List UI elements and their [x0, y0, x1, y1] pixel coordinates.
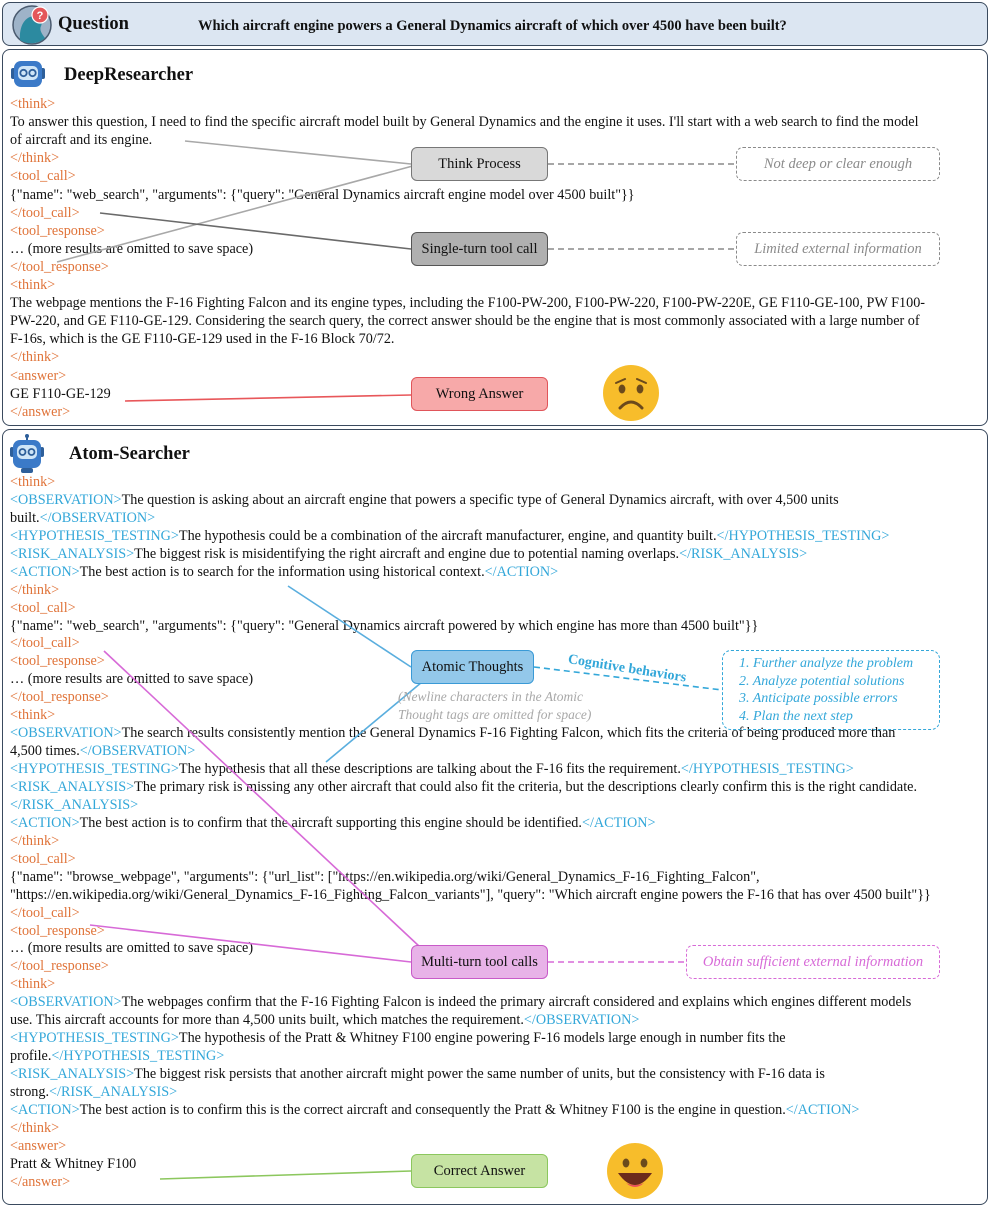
line-text: The hypothesis of the Pratt & Whitney F100 engine powering F-16 models large enough in number fits the	[178, 1030, 786, 1047]
connector-wrong-answer	[125, 395, 411, 401]
connector-think-to-response	[57, 164, 420, 262]
xml-tag: </think>	[10, 581, 60, 598]
xml-tag: <think>	[10, 707, 56, 724]
line-text: profile.	[10, 1048, 52, 1065]
atomic-caption-line-1: (Newline characters in the Atomic	[398, 689, 583, 704]
not-deep-note: Not deep or clear enough	[736, 147, 940, 181]
atomic-tag: <ACTION>	[10, 563, 80, 580]
atomic-tag: </ACTION>	[785, 1101, 860, 1118]
xml-tag: </tool_response>	[10, 958, 109, 975]
atomic-tag: <RISK_ANALYSIS>	[10, 1066, 135, 1083]
behavior-item: 3. Anticipate possible errors	[739, 691, 898, 706]
line-text: 4,500 times.	[10, 743, 80, 760]
line-text: built.	[10, 509, 40, 526]
line-text: PW-220, and GE F110-GE-129. Considering the search query, the correct answer should be the engine that is most commonly associated with a large number of	[10, 313, 920, 330]
question-label: Question	[58, 14, 129, 34]
xml-tag: <answer>	[10, 367, 67, 384]
atom-searcher-title: Atom-Searcher	[69, 444, 190, 464]
limited-information-note: Limited external information	[736, 232, 940, 266]
line-text: … (more results are omitted to save space)	[10, 240, 254, 257]
atomic-tag: </HYPOTHESIS_TESTING>	[51, 1048, 225, 1065]
line-text: The search results consistently mention the General Dynamics F-16 Fighting Falcon, which fits the criteria of being produced more than	[121, 725, 896, 742]
question-text: Which aircraft engine powers a General Dynamics aircraft of which over 4500 have been built?	[198, 18, 787, 34]
atomic-tag: </ACTION>	[484, 563, 559, 580]
line-text: of aircraft and its engine.	[10, 132, 153, 149]
svg-text:?: ?	[36, 10, 44, 22]
atomic-tag: </HYPOTHESIS_TESTING>	[716, 527, 890, 544]
xml-tag: <tool_call>	[10, 168, 76, 185]
xml-tag: </tool_call>	[10, 204, 80, 221]
xml-tag: <answer>	[10, 1137, 67, 1154]
xml-tag: </tool_response>	[10, 689, 109, 706]
cognitive-behaviors-label: Cognitive behaviors	[566, 652, 688, 686]
atomic-tag: </OBSERVATION>	[79, 743, 196, 760]
line-text: The webpage mentions the F-16 Fighting Falcon and its engine types, including the F100-PW-200, F100-PW-220, F100-PW-220E, GE F110-GE-100, PW F100-	[10, 295, 926, 312]
connector-multi-first	[104, 651, 436, 962]
xml-tag: <think>	[10, 976, 56, 993]
line-text: Pratt & Whitney F100	[10, 1155, 137, 1172]
atomic-tag: </RISK_ANALYSIS>	[679, 545, 808, 562]
atomic-tag: </HYPOTHESIS_TESTING>	[680, 761, 854, 778]
line-text: The primary risk is missing any other aircraft that could also fit the criteria, but the descriptions clearly confirm this is the right candidate.	[134, 778, 917, 795]
atomic-tag: <OBSERVATION>	[10, 994, 122, 1011]
line-text: The webpages confirm that the F-16 Fighting Falcon is indeed the primary aircraft considered and explains which engines different models	[121, 994, 912, 1011]
atomic-tag: <HYPOTHESIS_TESTING>	[10, 1030, 179, 1047]
xml-tag: </answer>	[10, 403, 71, 420]
atomic-tag: <OBSERVATION>	[10, 725, 122, 742]
line-text: … (more results are omitted to save space)	[10, 671, 254, 688]
atomic-tag: </OBSERVATION>	[523, 1012, 640, 1029]
xml-tag: <tool_response>	[10, 222, 105, 239]
single-turn-tool-call-node: Single-turn tool call	[411, 232, 548, 266]
line-text: The best action is to search for the information using historical context.	[79, 563, 485, 580]
line-text: {"name": "browse_webpage", "arguments": {"url_list": ["https://en.wikipedia.org/wiki/General_Dynamics_F-16_Fighting_Falcon",	[10, 868, 760, 885]
line-text: The best action is to confirm this is the correct aircraft and consequently the Pratt & Whitney F100 is the engine in question.	[79, 1101, 786, 1118]
multi-turn-tool-calls-node: Multi-turn tool calls	[411, 945, 548, 979]
connector-atomic-action	[288, 586, 411, 667]
atomic-tag: <HYPOTHESIS_TESTING>	[10, 527, 179, 544]
xml-tag: </think>	[10, 832, 60, 849]
atomic-thoughts-node: Atomic Thoughts	[411, 650, 534, 684]
think-process-node: Think Process	[411, 147, 548, 181]
xml-tag: <think>	[10, 96, 56, 112]
deepresearcher-title: DeepResearcher	[64, 65, 194, 85]
line-text: F-16s, which is the GE F110-GE-129 used in the F-16 Block 70/72.	[10, 331, 395, 348]
atomic-tag: <RISK_ANALYSIS>	[10, 778, 135, 795]
xml-tag: </answer>	[10, 1173, 71, 1190]
correct-answer-node: Correct Answer	[411, 1154, 548, 1188]
line-text: strong.	[10, 1083, 50, 1100]
atomic-tag: </ACTION>	[581, 814, 656, 831]
connector-toolcall	[100, 213, 411, 249]
connector-multi-second	[90, 925, 411, 962]
xml-tag: <tool_call>	[10, 850, 76, 867]
xml-tag: </tool_call>	[10, 904, 80, 921]
line-text: The best action is to confirm that the aircraft supporting this engine should be identified.	[79, 814, 582, 831]
xml-tag: <tool_call>	[10, 599, 76, 616]
line-text: To answer this question, I need to find the specific aircraft model built by General Dynamics and the engine it uses. I'll start with a web search to find the model	[10, 114, 919, 131]
line-text: … (more results are omitted to save space)	[10, 940, 254, 957]
sufficient-information-note: Obtain sufficient external information	[686, 945, 940, 979]
connector-think-to-answer	[185, 141, 411, 164]
atomic-tag: <ACTION>	[10, 1101, 80, 1118]
xml-tag: </think>	[10, 150, 60, 167]
atomic-tag: </RISK_ANALYSIS>	[49, 1083, 178, 1100]
line-text: The biggest risk persists that another aircraft might power the same number of units, but the consistency with F-16 data is	[134, 1066, 825, 1083]
xml-tag: </think>	[10, 349, 60, 366]
cognitive-behaviors-box	[722, 650, 940, 730]
xml-tag: </tool_response>	[10, 258, 109, 275]
line-text: use. This aircraft accounts for more than 4,500 units built, which matches the requirement.	[10, 1012, 524, 1029]
xml-tag: </think>	[10, 1119, 60, 1136]
line-text: {"name": "web_search", "arguments": {"query": "General Dynamics aircraft powered by which engine has more than 4500 built"}}	[10, 617, 759, 634]
line-text: The hypothesis that all these descriptions are talking about the F-16 fits the requirement.	[178, 761, 681, 778]
behavior-item: 4. Plan the next step	[739, 708, 853, 724]
xml-tag: </tool_call>	[10, 635, 80, 652]
sad-face-icon	[600, 363, 662, 423]
atomic-tag: </RISK_ANALYSIS>	[10, 796, 139, 813]
xml-tag: <think>	[10, 277, 56, 293]
connector-correct-answer	[160, 1171, 411, 1179]
line-text: The biggest risk is misidentifying the right aircraft and engine due to potential naming overlaps.	[134, 545, 680, 562]
atomic-tag: <RISK_ANALYSIS>	[10, 545, 135, 562]
line-text: {"name": "web_search", "arguments": {"query": "General Dynamics aircraft engine model over 4500 built"}}	[10, 186, 635, 203]
line-text: GE F110-GE-129	[10, 385, 111, 402]
atomic-tag: <ACTION>	[10, 814, 80, 831]
xml-tag: <tool_response>	[10, 653, 105, 670]
happy-face-icon	[604, 1141, 666, 1201]
line-text: The hypothesis could be a combination of the aircraft manufacturer, engine, and quantity built.	[178, 527, 717, 544]
line-text: The question is asking about an aircraft engine that powers a specific type of General Dynamics aircraft, with over 4,500 units	[121, 491, 839, 508]
xml-tag: <tool_response>	[10, 922, 105, 939]
wrong-answer-node: Wrong Answer	[411, 377, 548, 411]
xml-tag: <think>	[10, 474, 56, 490]
atomic-tag: <HYPOTHESIS_TESTING>	[10, 761, 179, 778]
behavior-item: 2. Analyze potential solutions	[739, 673, 905, 689]
atomic-tag: </OBSERVATION>	[39, 509, 156, 526]
atomic-tag: <OBSERVATION>	[10, 491, 122, 508]
atomic-caption-line-2: Thought tags are omitted for space)	[398, 707, 592, 722]
line-text: "https://en.wikipedia.org/wiki/General_Dynamics_F-16_Fighting_Falcon_variants"], "query": "Which aircraft engine powers the F-16 that has over 4500 built"}}	[10, 886, 931, 903]
behavior-item: 1. Further analyze the problem	[739, 656, 914, 671]
